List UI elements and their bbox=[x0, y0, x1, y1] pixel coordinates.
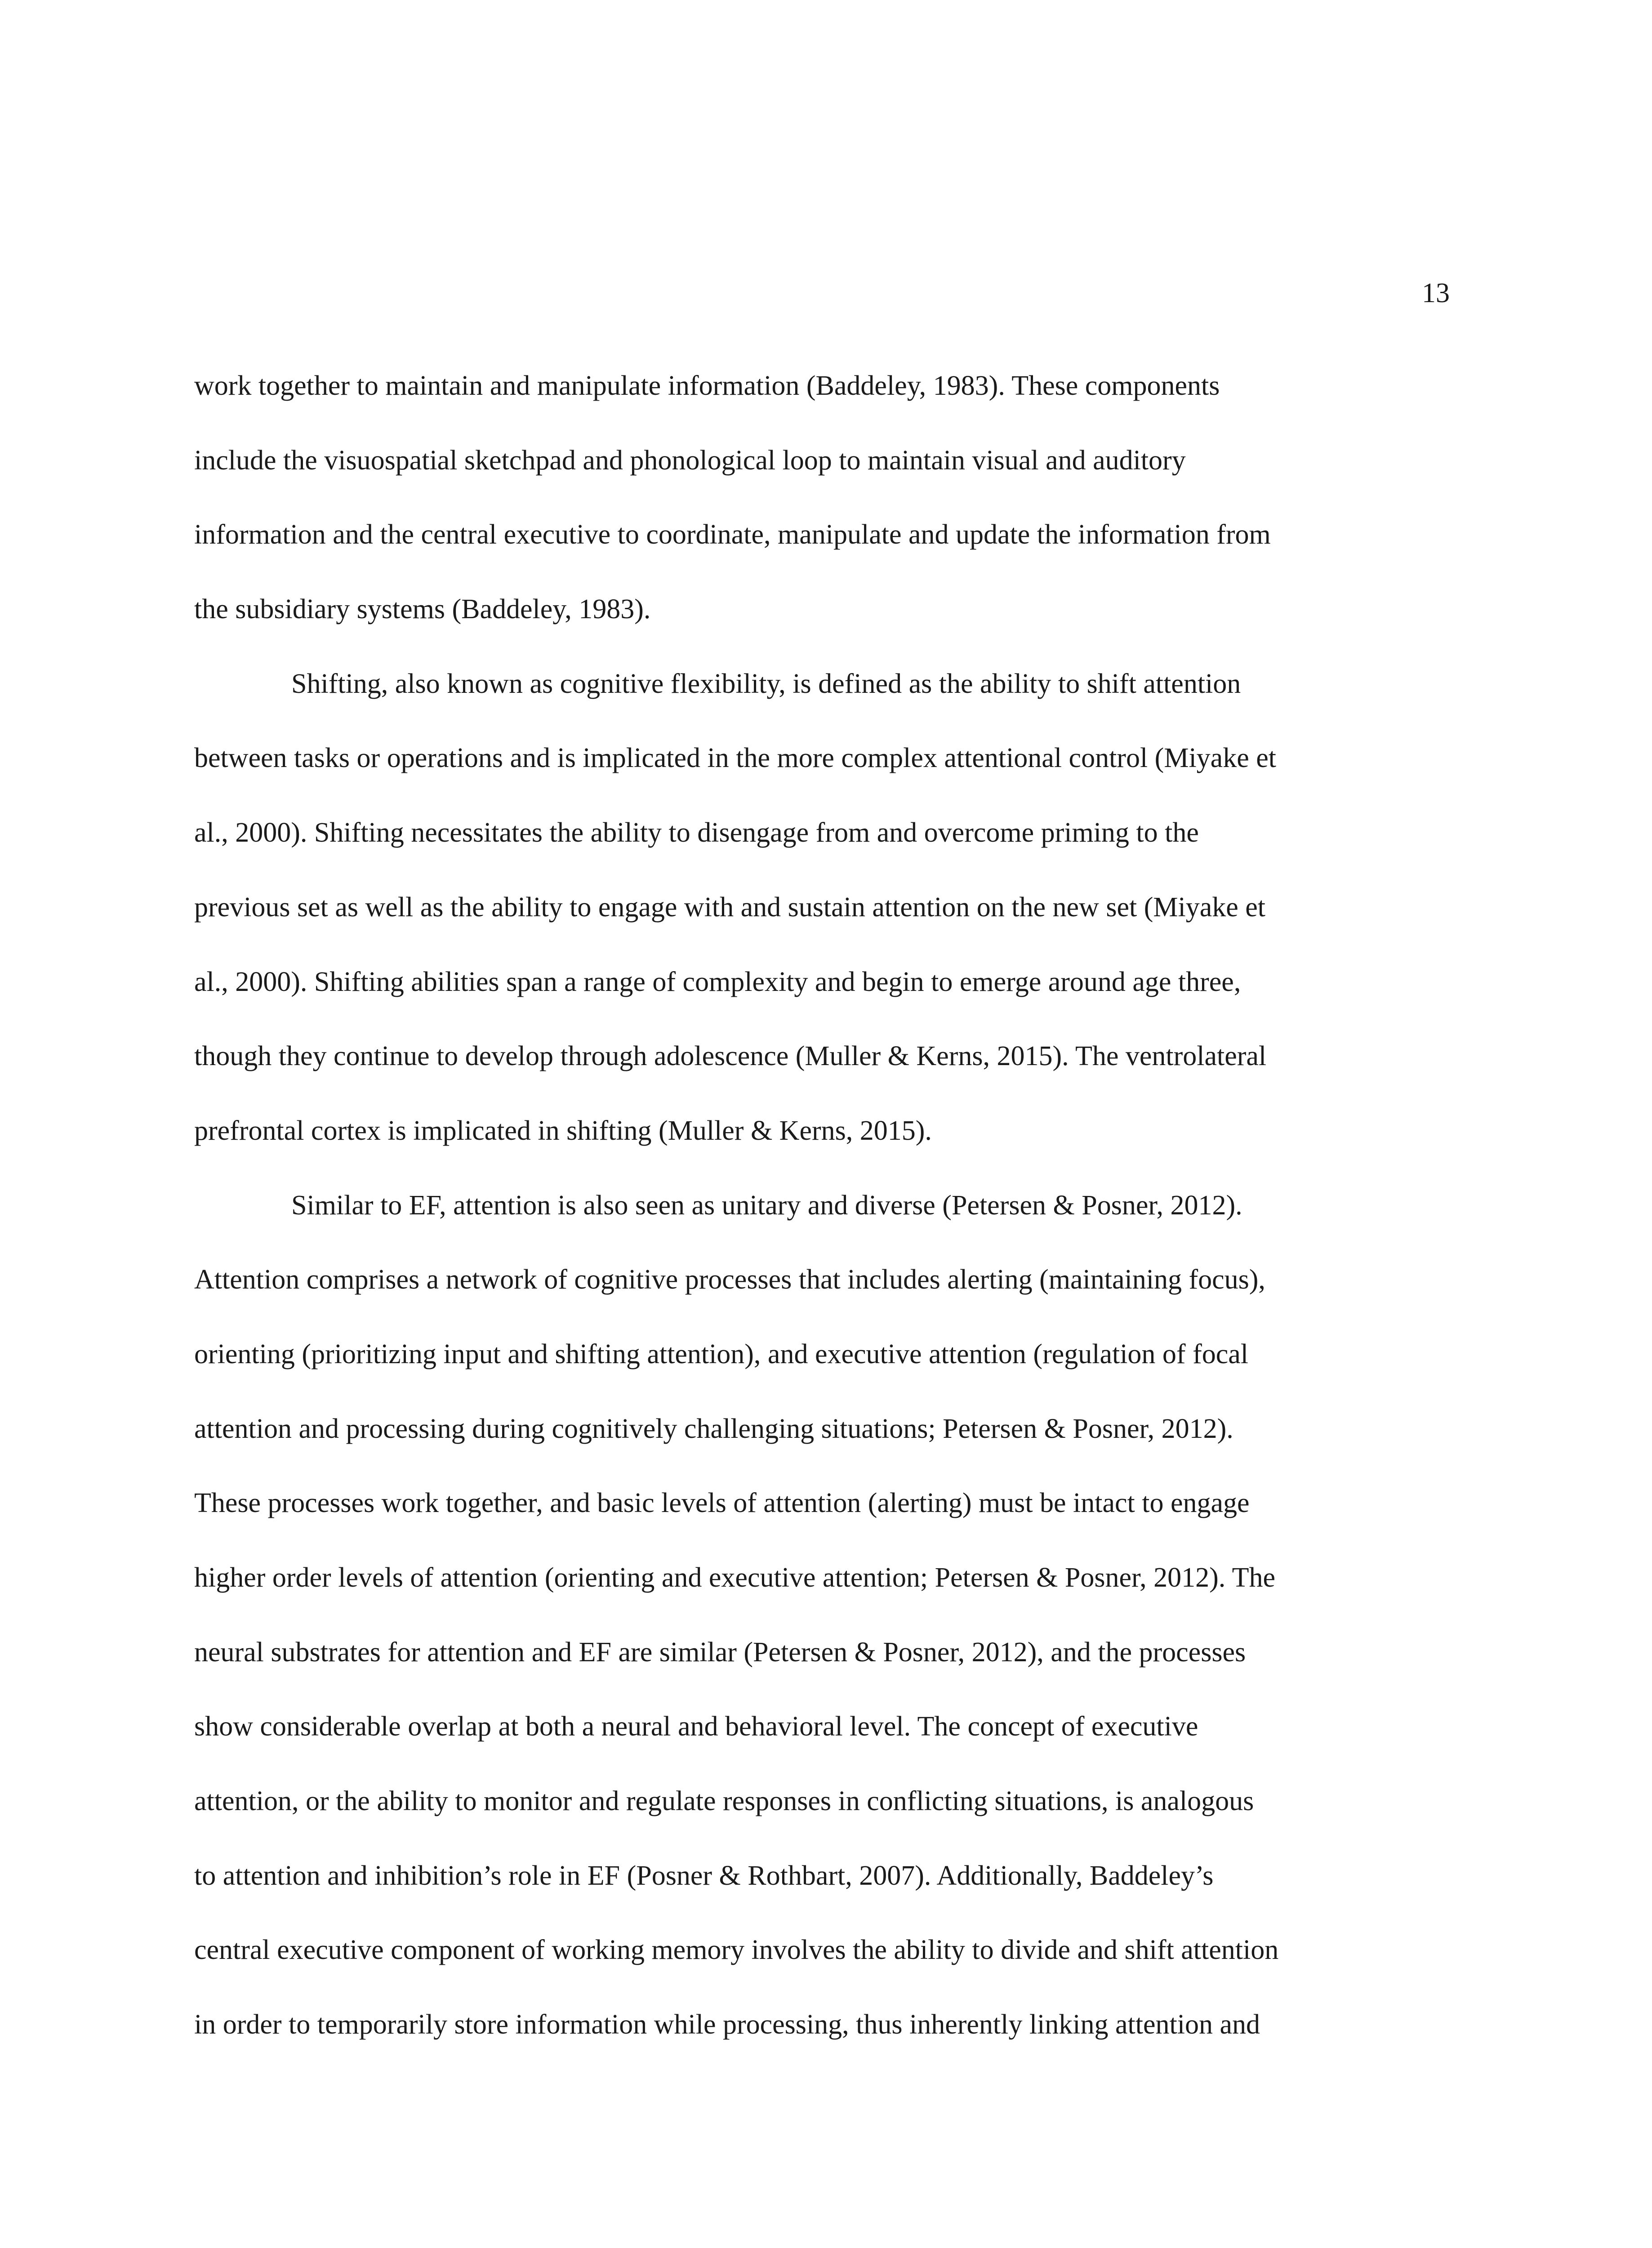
body-text bbox=[194, 368, 1453, 2081]
text-line: to attention and inhibition’s role in EF (Posner & Rothbart, 2007). Additionally, Baddeley’s bbox=[194, 1860, 1214, 1891]
page-number: 13 bbox=[1422, 278, 1450, 308]
paragraph-first-line: Similar to EF, attention is also seen as unitary and diverse (Petersen & Posner, 2012). bbox=[291, 1190, 1242, 1221]
text-line: the subsidiary systems (Baddeley, 1983). bbox=[194, 594, 651, 625]
text-line: higher order levels of attention (orienting and executive attention; Petersen & Posner, 2012). The bbox=[194, 1562, 1276, 1593]
text-line: These processes work together, and basic levels of attention (alerting) must be intact to engage bbox=[194, 1488, 1250, 1519]
text-line: show considerable overlap at both a neural and behavioral level. The concept of executive bbox=[194, 1711, 1198, 1742]
text-line: Attention comprises a network of cognitive processes that includes alerting (maintaining focus), bbox=[194, 1264, 1265, 1295]
text-line: though they continue to develop through adolescence (Muller & Kerns, 2015). The ventrolateral bbox=[194, 1041, 1267, 1072]
text-line: between tasks or operations and is implicated in the more complex attentional control (Miyake et bbox=[194, 743, 1276, 774]
text-line: attention and processing during cognitively challenging situations; Petersen & Posner, 2012). bbox=[194, 1413, 1233, 1444]
text-line: al., 2000). Shifting abilities span a range of complexity and begin to emerge around age three, bbox=[194, 966, 1241, 997]
text-line: al., 2000). Shifting necessitates the ability to disengage from and overcome priming to the bbox=[194, 817, 1199, 848]
text-line: attention, or the ability to monitor and regulate responses in conflicting situations, is analogous bbox=[194, 1786, 1254, 1817]
text-line: orienting (prioritizing input and shifting attention), and executive attention (regulation of focal bbox=[194, 1338, 1248, 1369]
text-line: central executive component of working memory involves the ability to divide and shift attention bbox=[194, 1935, 1279, 1966]
text-line: neural substrates for attention and EF are similar (Petersen & Posner, 2012), and the processes bbox=[194, 1637, 1246, 1668]
paragraph-first-line: Shifting, also known as cognitive flexibility, is defined as the ability to shift attention bbox=[291, 668, 1241, 699]
text-line: previous set as well as the ability to engage with and sustain attention on the new set (Miyake et bbox=[194, 892, 1265, 923]
text-line: work together to maintain and manipulate information (Baddeley, 1983). These components bbox=[194, 370, 1220, 401]
text-line: include the visuospatial sketchpad and phonological loop to maintain visual and auditory bbox=[194, 445, 1186, 476]
text-line: in order to temporarily store information while processing, thus inherently linking attention and bbox=[194, 2009, 1260, 2040]
text-line: information and the central executive to coordinate, manipulate and update the information from bbox=[194, 519, 1271, 550]
text-line: prefrontal cortex is implicated in shifting (Muller & Kerns, 2015). bbox=[194, 1115, 932, 1146]
